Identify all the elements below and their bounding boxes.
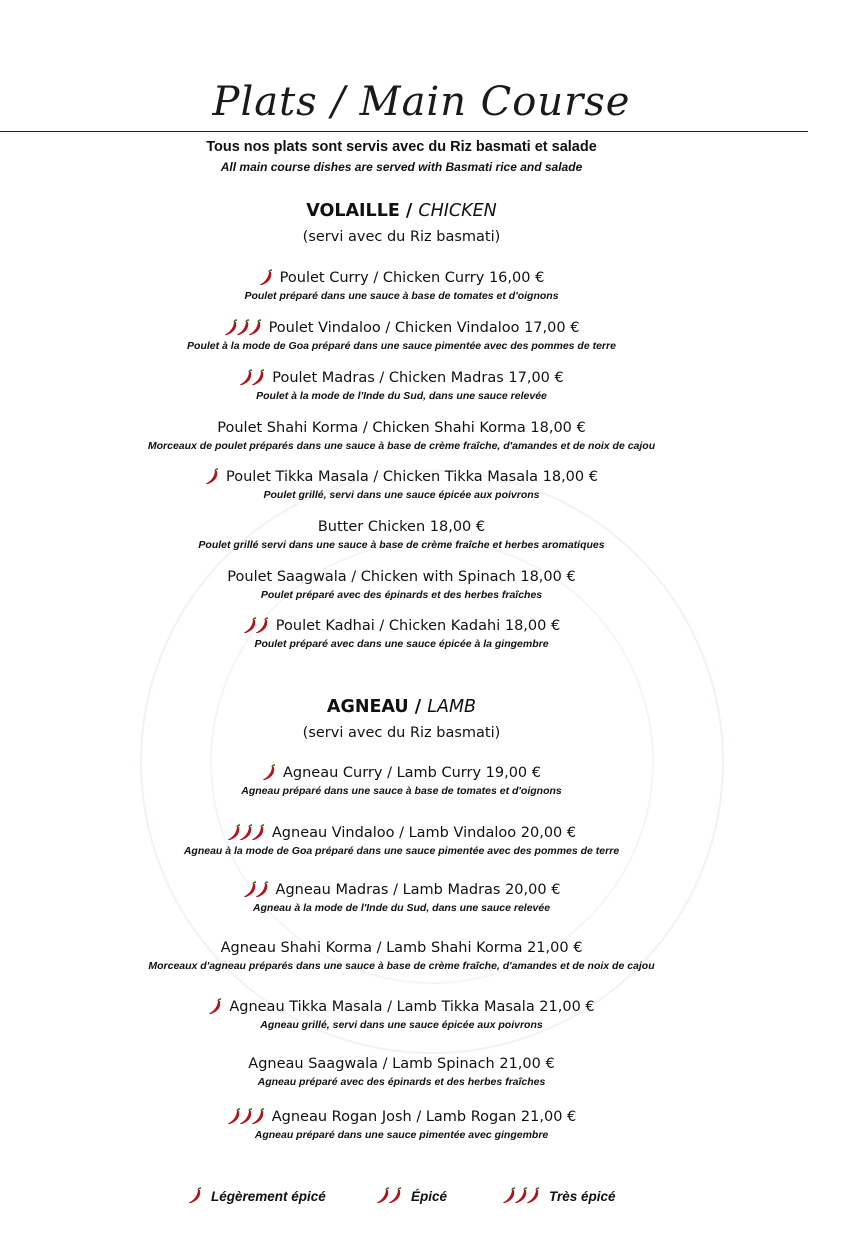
menu-item bbox=[0, 823, 803, 858]
menu-item bbox=[0, 616, 803, 651]
menu-item-name: Agneau Tikka Masala / Lamb Tikka Masala 21,00 € bbox=[229, 999, 595, 1015]
menu-item-description: Poulet à la mode de l'Inde du Sud, dans une sauce relevée bbox=[256, 390, 547, 402]
menu-item-description: Agneau préparé dans une sauce pimentée avec gingembre bbox=[254, 1129, 549, 1141]
menu-item-description: Morceaux de poulet préparés dans une sauce à base de crème fraîche, d'amandes et de noix de cajou bbox=[147, 440, 656, 452]
menu-item bbox=[0, 368, 803, 403]
subtitle-french: Tous nos plats sont servis avec du Riz basmati et salade bbox=[206, 139, 597, 155]
menu-item-description: Agneau à la mode de l'Inde du Sud, dans une sauce relevée bbox=[252, 902, 551, 914]
menu-item bbox=[0, 567, 803, 602]
menu-item bbox=[0, 763, 803, 798]
chili-icons bbox=[376, 1187, 403, 1205]
menu-item-name: Agneau Vindaloo / Lamb Vindaloo 20,00 € bbox=[271, 825, 577, 841]
chili-pepper-icon bbox=[259, 269, 274, 287]
menu-item-description: Poulet préparé avec des épinards et des herbes fraîches bbox=[260, 589, 543, 601]
menu-item-line bbox=[0, 567, 803, 587]
chili-icons bbox=[224, 319, 263, 337]
menu-item-line bbox=[0, 517, 803, 537]
menu-item bbox=[0, 938, 803, 973]
menu-item-name: Agneau Shahi Korma / Lamb Shahi Korma 21,00 € bbox=[220, 940, 583, 956]
legend-label: Très épicé bbox=[549, 1188, 616, 1204]
menu-item-description: Morceaux d'agneau préparés dans une sauce à base de crème fraîche, d'amandes et de noix de cajou bbox=[148, 960, 655, 972]
section-title-en: CHICKEN bbox=[418, 201, 497, 221]
menu-item-line bbox=[0, 823, 803, 843]
chili-icons bbox=[227, 824, 266, 842]
menu-item-line bbox=[0, 880, 803, 900]
menu-item-line bbox=[0, 467, 803, 487]
menu-item-description: Poulet préparé avec dans une sauce épicée à la gingembre bbox=[254, 638, 549, 650]
menu-item-description: Poulet grillé, servi dans une sauce épicée aux poivrons bbox=[263, 489, 540, 501]
menu-item-name: Poulet Kadhai / Chicken Kadahi 18,00 € bbox=[275, 618, 561, 634]
legend-label: Légèrement épicé bbox=[211, 1188, 326, 1204]
menu-item-line bbox=[0, 1054, 803, 1074]
legend-item-spicy bbox=[376, 1187, 447, 1205]
menu-item-line bbox=[0, 318, 803, 338]
watermark-ornament-inner bbox=[210, 540, 654, 984]
menu-item-name: Butter Chicken 18,00 € bbox=[317, 519, 486, 535]
page-title: Plats / Main Course bbox=[212, 79, 631, 125]
legend-item-mild bbox=[188, 1187, 326, 1205]
section-title-fr: VOLAILLE / bbox=[306, 201, 419, 221]
chili-pepper-icon bbox=[248, 319, 263, 337]
menu-item-line bbox=[0, 616, 803, 636]
menu-item-line bbox=[0, 368, 803, 388]
chili-pepper-icon bbox=[262, 764, 277, 782]
chili-pepper-icon bbox=[255, 617, 270, 635]
menu-item bbox=[0, 1054, 803, 1089]
menu-item-name: Agneau Rogan Josh / Lamb Rogan 21,00 € bbox=[271, 1109, 577, 1125]
menu-item bbox=[0, 318, 803, 353]
menu-item-name: Poulet Curry / Chicken Curry 16,00 € bbox=[279, 270, 545, 286]
menu-item-line bbox=[0, 938, 803, 958]
subtitle-english: All main course dishes are served with Basmati rice and salade bbox=[220, 160, 583, 174]
title-underline bbox=[0, 131, 808, 132]
chili-icons bbox=[243, 881, 270, 899]
section-subtitle: (servi avec du Riz basmati) bbox=[302, 229, 501, 245]
menu-item-line bbox=[0, 268, 803, 288]
menu-item-name: Poulet Shahi Korma / Chicken Shahi Korma 18,00 € bbox=[217, 420, 586, 436]
menu-item bbox=[0, 1107, 803, 1142]
chili-pepper-icon bbox=[251, 369, 266, 387]
section-title-en: LAMB bbox=[427, 697, 477, 717]
chili-pepper-icon bbox=[251, 824, 266, 842]
chili-pepper-icon bbox=[208, 998, 223, 1016]
menu-item-description: Agneau préparé avec des épinards et des herbes fraîches bbox=[257, 1076, 546, 1088]
menu-item-line bbox=[0, 418, 803, 438]
menu-item-name: Poulet Madras / Chicken Madras 17,00 € bbox=[272, 370, 564, 386]
chili-icons bbox=[188, 1187, 203, 1205]
chili-icons bbox=[205, 468, 220, 486]
menu-item bbox=[0, 467, 803, 502]
menu-item-description: Agneau préparé dans une sauce à base de tomates et d'oignons bbox=[241, 785, 562, 797]
menu-item-description: Poulet à la mode de Goa préparé dans une sauce pimentée avec des pommes de terre bbox=[187, 340, 616, 352]
menu-item-line bbox=[0, 763, 803, 783]
menu-item-description: Poulet grillé servi dans une sauce à base de crème fraîche et herbes aromatiques bbox=[198, 539, 605, 551]
menu-item bbox=[0, 268, 803, 303]
section-subtitle: (servi avec du Riz basmati) bbox=[302, 725, 501, 741]
section-title bbox=[0, 697, 803, 717]
chili-icons bbox=[227, 1108, 266, 1126]
menu-item-name: Poulet Tikka Masala / Chicken Tikka Masala 18,00 € bbox=[226, 469, 598, 485]
menu-item-description: Poulet préparé dans une sauce à base de tomates et d'oignons bbox=[244, 290, 559, 302]
chili-icons bbox=[502, 1187, 541, 1205]
legend-item-very-spicy bbox=[502, 1187, 616, 1205]
menu-item bbox=[0, 517, 803, 552]
chili-pepper-icon bbox=[388, 1187, 403, 1205]
menu-item bbox=[0, 880, 803, 915]
chili-pepper-icon bbox=[188, 1187, 203, 1205]
menu-item bbox=[0, 997, 803, 1032]
chili-pepper-icon bbox=[205, 468, 220, 486]
chili-icons bbox=[239, 369, 266, 387]
chili-icons bbox=[243, 617, 270, 635]
menu-item-description: Agneau à la mode de Goa préparé dans une sauce pimentée avec des pommes de terre bbox=[183, 845, 620, 857]
menu-item-name: Agneau Saagwala / Lamb Spinach 21,00 € bbox=[248, 1056, 555, 1072]
menu-item-description: Agneau grillé, servi dans une sauce épicée aux poivrons bbox=[260, 1019, 543, 1031]
legend-label: Épicé bbox=[411, 1188, 448, 1204]
menu-item-line bbox=[0, 1107, 803, 1127]
menu-item-line bbox=[0, 997, 803, 1017]
menu-item-name: Agneau Madras / Lamb Madras 20,00 € bbox=[275, 882, 561, 898]
menu-item bbox=[0, 418, 803, 453]
chili-pepper-icon bbox=[526, 1187, 541, 1205]
chili-pepper-icon bbox=[255, 881, 270, 899]
menu-item-name: Poulet Saagwala / Chicken with Spinach 18,00 € bbox=[227, 569, 576, 585]
chili-icons bbox=[259, 269, 274, 287]
chili-pepper-icon bbox=[251, 1108, 266, 1126]
chili-icons bbox=[208, 998, 223, 1016]
menu-item-name: Poulet Vindaloo / Chicken Vindaloo 17,00 € bbox=[268, 320, 580, 336]
section-title bbox=[0, 201, 803, 221]
menu-item-name: Agneau Curry / Lamb Curry 19,00 € bbox=[282, 765, 541, 781]
section-title-fr: AGNEAU / bbox=[326, 697, 428, 717]
chili-icons bbox=[262, 764, 277, 782]
